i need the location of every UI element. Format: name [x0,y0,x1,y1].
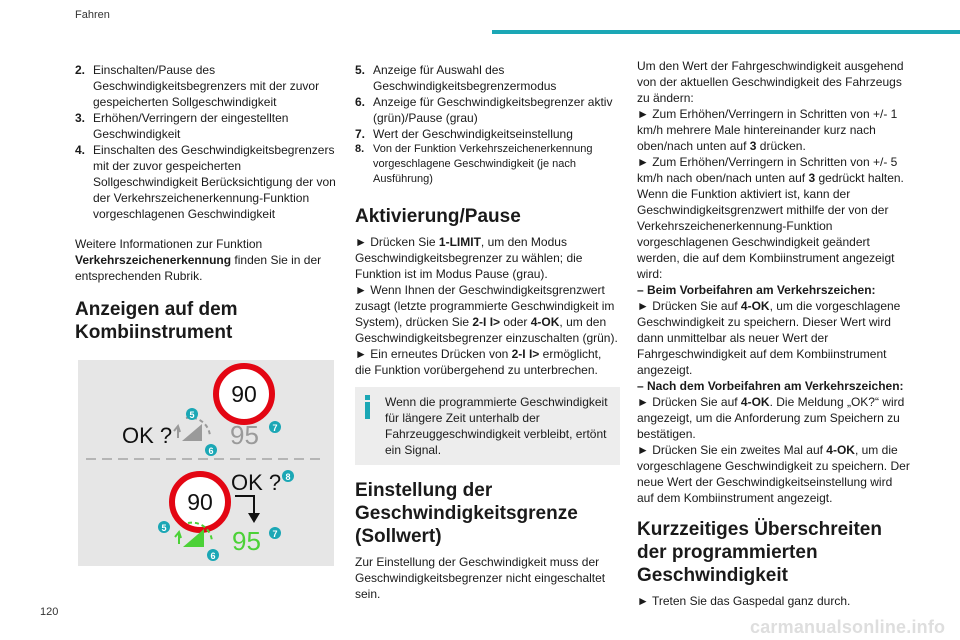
list-number: 8. [355,143,365,155]
text: , um den Geschwindigkeitsbegrenzer einzuschalten (grün). [355,315,618,345]
text: ► Wenn Ihnen der Geschwindigkeitsgrenzwert zusagt (letzte programmierte Geschwindigkeit im System), drücken Sie [355,283,615,329]
info-icon [365,395,370,419]
list-text: Von der Funktion Verkehrszeichenerkennung vorgeschlagene Geschwindigkeit (je nach Ausführung) [373,143,593,185]
list-number: 5. [355,63,366,77]
info-box [355,387,620,465]
callout-label: 6 [210,551,216,561]
watermark: carmanualsonline.info [750,617,946,637]
column-2 [355,62,620,602]
cluster-diagram [78,360,334,566]
callout-label: 7 [272,529,278,539]
list-item [355,126,620,142]
paragraph: Um den Wert der Fahrgeschwindigkeit ausgehend von der aktuellen Geschwindigkeit des Fahrzeugs zu ändern: [637,59,904,105]
note-bold-term: Verkehrszeichenerkennung [75,253,232,267]
set-speed-value: 95 [232,526,261,556]
paragraph [355,282,620,346]
list-number: 6. [355,95,366,109]
speed-limit-value: 90 [231,381,257,407]
heading-activation: Aktivierung/Pause [355,206,521,227]
button-ref: 4-OK [740,395,770,409]
text: ► Zum Erhöhen/Verringern in Schritten von +/- 5 km/h nach oben/nach unten auf [637,155,898,185]
button-ref: 4-OK [740,299,770,313]
speed-limit-value: 90 [187,489,213,515]
button-ref: 4-OK [530,315,560,329]
list-number: 3. [75,111,86,125]
text: . Die Meldung „OK?“ wird angezeigt, um die Anforderung zum Speichern zu bestätigen. [637,395,905,441]
note-text: finden Sie in der entsprechenden Rubrik. [75,253,322,283]
list-text: Erhöhen/Verringern der eingestellten Geschwindigkeit [93,111,289,141]
ok-prompt: OK ? [122,423,173,448]
heading-setting: Einstellung der Geschwindigkeitsgrenze (Sollwert) [355,480,578,547]
text: ► Drücken Sie [355,235,439,249]
heading-exceed: Kurzzeitiges Überschreiten der programmierten Geschwindigkeit [637,519,882,586]
set-speed-value: 95 [230,420,259,450]
limiter-mode-icon [174,418,210,441]
ok-prompt: OK ? [231,470,282,495]
paragraph [355,234,620,282]
paragraph [637,442,910,506]
callout-label: 7 [272,423,278,433]
text: oder [500,315,531,329]
text: gedrückt halten. [815,171,904,185]
text: ► Ein erneutes Drücken von [355,347,512,361]
list-text: Einschalten des Geschwindigkeitsbegrenzers mit der zuvor gespeicherten Sollgeschwindigkeit Berücksichtigung der von der Verkehrszeichenerkennung-Funktion vorgeschlagenen Geschwindigkeit [93,143,336,221]
note-text: Weitere Informationen zur Funktion [75,237,263,251]
heading-cluster-displays: Anzeigen auf dem Kombiinstrument [75,299,238,343]
list-item [355,94,620,126]
button-ref: 4-OK [826,443,855,457]
text: ► Drücken Sie ein zweites Mal auf [637,443,827,457]
store-arrow-icon [235,496,260,523]
header-accent-bar [492,30,960,34]
paragraph [637,106,910,154]
column-3 [637,58,910,609]
text: drücken. [756,139,806,153]
callout-label: 8 [285,472,291,482]
text: ► Zum Erhöhen/Verringern in Schritten von +/- 1 km/h mehrere Male hintereinander kurz nach oben/nach unten auf [637,107,898,153]
paragraph [637,154,910,186]
text: – Nach dem Vorbeifahren am Verkehrszeichen: [637,379,904,393]
column-1 [75,62,337,566]
dash-heading [637,378,910,394]
callout-label: 5 [161,523,167,533]
text: , um den Modus Geschwindigkeitsbegrenzer zu wählen; die Funktion ist im Modus Pause (grau). [355,235,583,281]
list-number: 7. [355,127,366,141]
text: ► Drücken Sie auf [637,395,741,409]
info-text: Wenn die programmierte Geschwindigkeit für längere Zeit unterhalb der Fahrzeuggeschwindigkeit verbleibt, ertönt ein Signal. [385,395,608,457]
paragraph [637,394,910,442]
list-text: Einschalten/Pause des Geschwindigkeitsbegrenzers mit der zuvor gespeicherten Sollgeschwindigkeit [93,63,320,109]
callout-label: 6 [208,446,214,456]
section-title: Fahren [75,9,110,21]
page-number: 120 [40,606,59,618]
text: ► Drücken Sie auf [637,299,741,313]
callout-label: 5 [189,410,195,420]
list-text: Wert der Geschwindigkeitseinstellung [373,127,573,141]
list-item [355,142,620,187]
list-number: 4. [75,143,86,157]
paragraph: ► Treten Sie das Gaspedal ganz durch. [637,594,851,608]
paragraph: Wenn die Funktion aktiviert ist, kann der Geschwindigkeitsgrenzwert mithilfe der von der Verkehrszeichenerkennung-Funktion vorgeschlagenen Geschwindigkeit geändert werden, die auf dem Kombiinstrument angezeigt wird: [637,187,895,281]
list-item [355,62,620,94]
instrument-cluster-figure [78,360,334,566]
paragraph: Zur Einstellung der Geschwindigkeit muss der Geschwindigkeitsbegrenzer nicht eingeschaltet sein. [355,555,606,601]
dash-heading [637,282,910,298]
button-ref: 1-LIMIT [438,235,481,249]
list-item [75,142,337,222]
paragraph [637,298,910,378]
list-text: Anzeige für Geschwindigkeitsbegrenzer aktiv (grün)/Pause (grau) [373,95,613,125]
text: , um die vorgeschlagene Geschwindigkeit zu speichern. Der neue Wert der Geschwindigkeitseinstellung wird auf dem Kombiinstrument angezeigt. [637,443,910,505]
list-text: Anzeige für Auswahl des Geschwindigkeitsbegrenzermodus [373,63,557,93]
further-info-paragraph [75,236,337,284]
button-ref: 2-I I> [511,347,540,361]
list-number: 2. [75,63,86,77]
button-ref: 3 [749,139,757,153]
button-ref: 3 [808,171,816,185]
button-ref: 2-I I> [472,315,501,329]
text: – Beim Vorbeifahren am Verkehrszeichen: [637,283,876,297]
text: ermöglicht, die Funktion vorübergehend zu unterbrechen. [355,347,602,377]
list-item [75,110,337,142]
list-item [75,62,337,110]
paragraph [355,346,620,378]
text: , um die vorgeschlagene Geschwindigkeit zu speichern. Dieser Wert wird dann unmittelbar als neuer Wert der Fahrgeschwindigkeit auf dem Kombiinstrument angezeigt. [637,299,901,377]
